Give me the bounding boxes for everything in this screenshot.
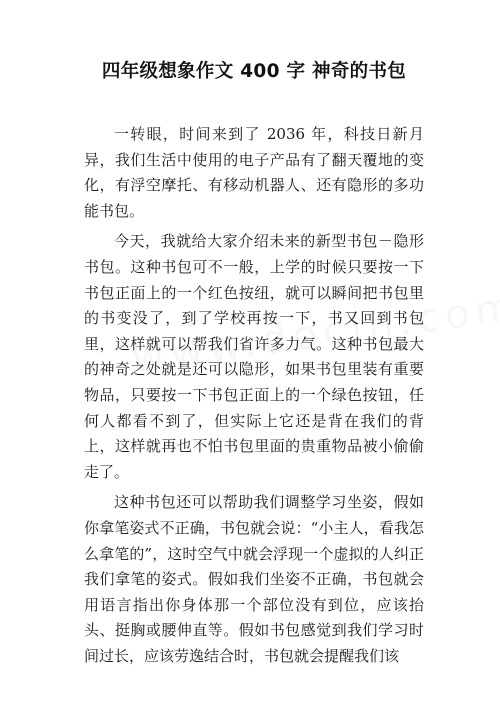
document-body — [84, 122, 424, 669]
paragraph-3: 这种书包还可以帮助我们调整学习坐姿，假如你拿笔姿式不正确，书包就会说：“小主人，看我怎么拿笔的”，这时空气中就会浮现一个虚拟的人纠正我们拿笔的姿式。假如我们坐姿不正确，书包就会用语言指出你身体那一个部位没有到位，应该抬头、挺胸或腰伸直等。假如书包感觉到我们学习时间过长，应该劳逸结合时，书包就会提醒我们该 — [84, 493, 424, 665]
paragraph-1: 一转眼，时间来到了 2036 年，科技日新月异，我们生活中使用的电子产品有了翻天覆地的变化，有浮空摩托、有移动机器人、还有隐形的多功能书包。 — [84, 125, 424, 220]
paragraph-2: 今天，我就给大家介绍未来的新型书包－隐形书包。这种书包可不一般，上学的时候只要按一下书包正面上的一个红色按纽，就可以瞬间把书包里的书变没了，到了学校再按一下，书又回到书包里，这样就可以帮我们省许多力气。这种书包最大的神奇之处就是还可以隐形，如果书包里装有重要物品，只要按一下书包正面上的一个绿色按钮，任何人都看不到了，但实际上它还是背在我们的背上，这样就再也不怕书包里面的贵重物品被小偷偷走了。 — [84, 232, 424, 481]
document-title: 四年级想象作文 400 字 神奇的书包 — [101, 61, 407, 82]
